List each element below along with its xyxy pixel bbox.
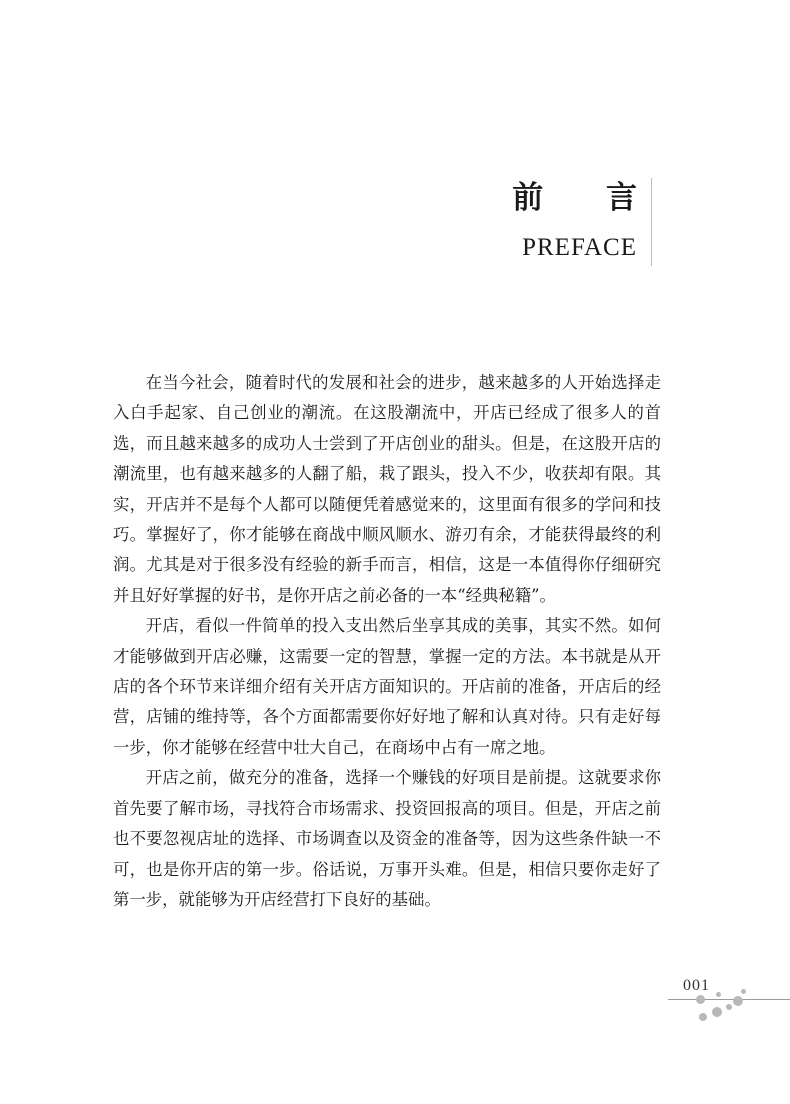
decorative-dot-icon [741,989,746,994]
title-block [512,178,663,266]
page-number: 001 [683,977,710,994]
page-footer [660,975,790,1035]
decorative-dot-icon [696,995,705,1004]
decorative-dot-icon [699,1013,707,1021]
paragraph-3: 开店之前，做充分的准备，选择一个赚钱的好项目是前提。这就要求你首先要了解市场，寻找符合市场需求、投资回报高的项目。但是，开店之前也不要忽视店址的选择、市场调查以及资金的准备等，因为这些条件缺一不可，也是你开店的第一步。俗话说，万事开头难。但是，相信只要你走好了第一步，就能够为开店经营打下良好的基础。 [113,768,661,909]
decorative-dot-icon [716,992,721,997]
page-title: 前 言 [512,180,663,216]
footer-rule [668,999,790,1000]
decorative-dot-icon [712,1007,722,1017]
decorative-dot-icon [733,996,743,1006]
paragraph-1: 在当今社会，随着时代的发展和社会的进步，越来越多的人开始选择走入白手起家、自己创业的潮流。在这股潮流中，开店已经成了很多人的首选，而且越来越多的成功人士尝到了开店创业的甜头。但是，在这股开店的潮流里，也有越来越多的人翻了船，栽了跟头，投入不少，收获却有限。其实，开店并不是每个人都可以随便凭着感觉来的，这里面有很多的学问和技巧。掌握好了，你才能够在商战中顺风顺水、游刃有余，才能获得最终的利润。尤其是对于很多没有经验的新手而言，相信，这是一本值得你仔细研究并且好好掌握的好书，是你开店之前必备的一本“经典秘籍”。 [113,373,661,605]
page-subtitle: PREFACE [522,234,637,261]
preface-body [113,368,661,915]
decorative-dot-icon [726,1004,732,1010]
paragraph-2: 开店，看似一件简单的投入支出然后坐享其成的美事，其实不然。如何才能够做到开店必赚，这需要一定的智慧，掌握一定的方法。本书就是从开店的各个环节来详细介绍有关开店方面知识的。开店前的准备，开店后的经营，店铺的维持等，各个方面都需要你好好地了解和认真对待。只有走好每一步，你才能够在经营中壮大自己，在商场中占有一席之地。 [113,616,661,757]
